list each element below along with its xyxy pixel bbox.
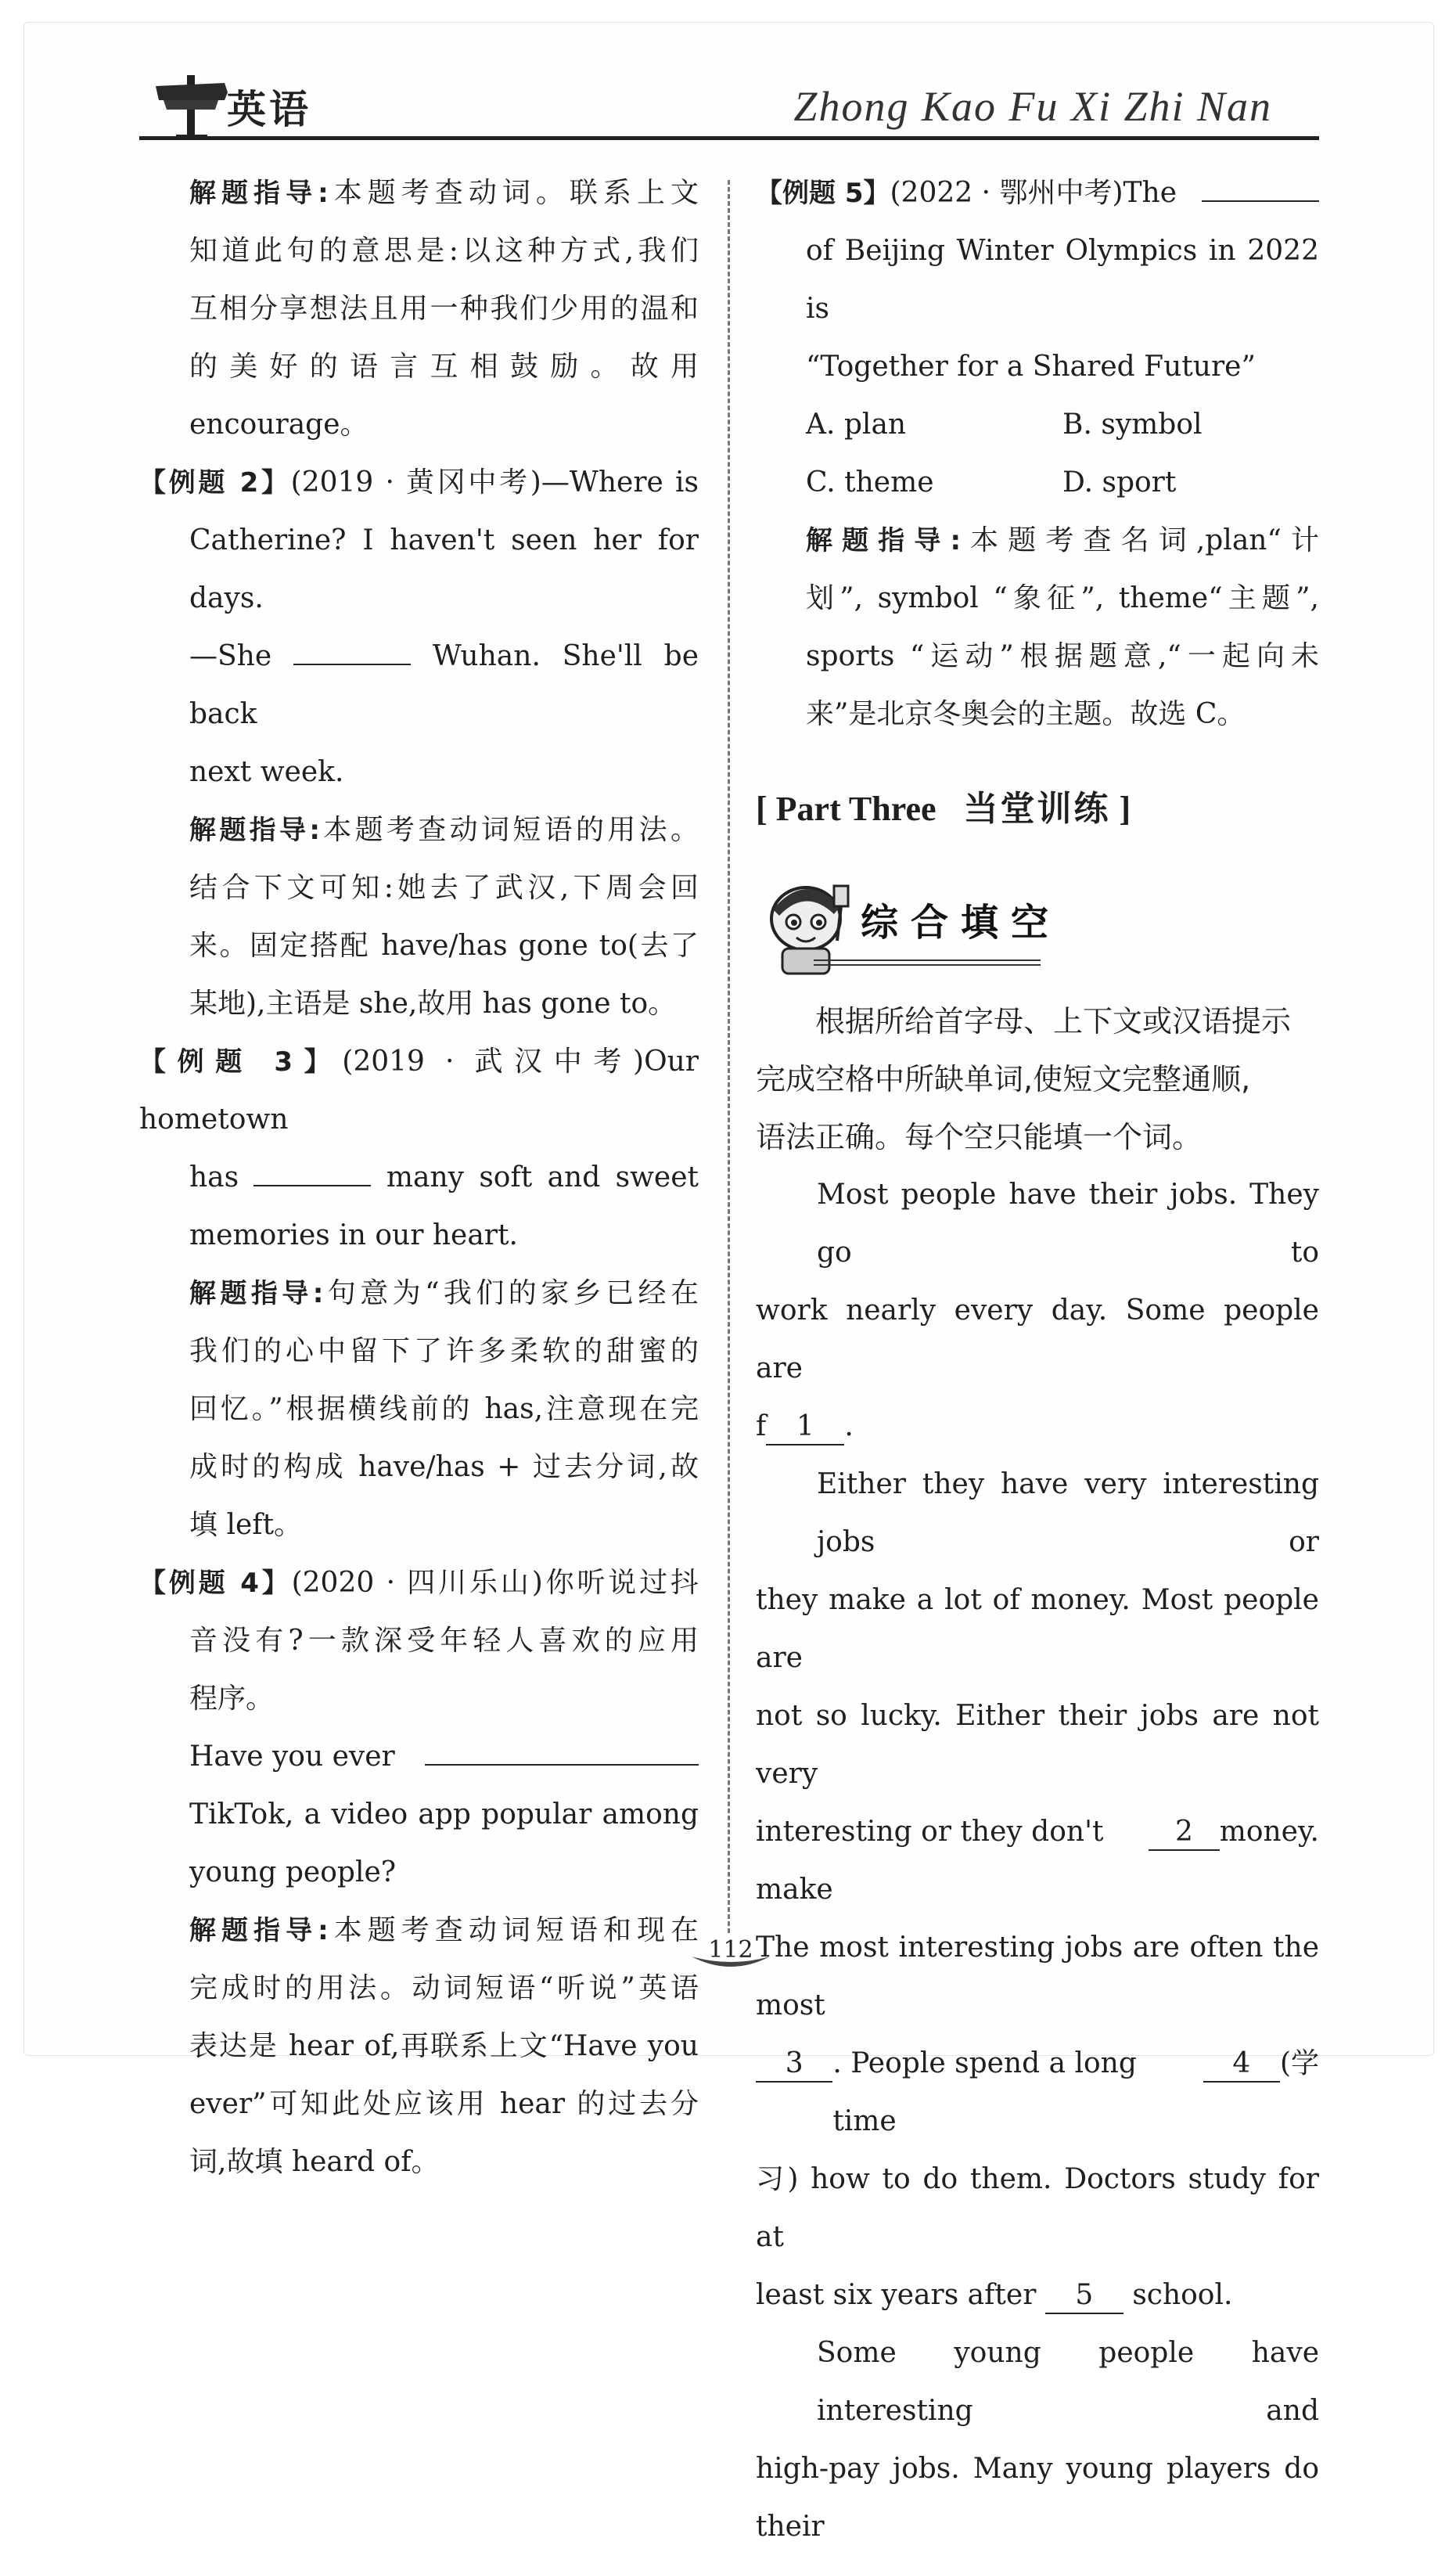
example-4: [139, 1554, 699, 2191]
bracket-close: ]: [1119, 790, 1131, 828]
example-2: [139, 454, 699, 1033]
passage-text: interesting or they don't make: [756, 1816, 1104, 1906]
example-label: 【例题 4】: [139, 1568, 292, 1599]
guide-text: 结合下文可知:她去了武汉,下周会回: [189, 872, 699, 904]
guide-label: 解题指导:: [189, 178, 329, 209]
example-label: 【例题 5】: [756, 178, 890, 209]
question-text: memories in our heart.: [189, 1219, 518, 1251]
example-label: 【例题 3】: [139, 1046, 343, 1078]
passage-text: 习) how to do them. Doctors study for at: [756, 2163, 1319, 2253]
options-row: [806, 454, 1319, 512]
answer-blank: [293, 629, 411, 665]
guide-text: 词,故填 heard of。: [189, 2146, 440, 2178]
guide-text: 本题考查动词。联系上文: [328, 177, 699, 209]
book-title: Zhong Kao Fu Xi Zhi Nan: [793, 83, 1272, 130]
question-text: (2019 · 武汉中考)Our hometown: [139, 1046, 699, 1136]
passage-text: Either they have very interesting jobs or: [817, 1468, 1319, 1558]
subject-title: 英语: [227, 87, 311, 132]
guide-text: 完成时的用法。动词短语“听说”英语: [189, 1972, 699, 2004]
option-a: A. plan: [806, 409, 907, 441]
options-row: [806, 396, 1319, 454]
guide-text: 回忆。”根据横线前的 has,注意现在完: [189, 1393, 699, 1425]
question-text: Wuhan. She'll be back: [189, 640, 699, 730]
guide-text: 划”, symbol “象征”, theme“主题”,: [806, 582, 1319, 614]
question-text: many soft and sweet: [386, 1161, 699, 1193]
question-text: TikTok, a video app popular among: [189, 1798, 699, 1831]
guide-text: 某地),主语是 she,故用 has gone to。: [189, 988, 677, 1020]
part-name: Part Three: [775, 790, 937, 828]
header-rule: [139, 136, 1319, 140]
passage: Most people have their jobs. They go to work nearly every day. Some people are f 1 . Either they have very interesting jobs or they make a lot of money. Most people are not so lucky. Either their jobs are not very interesting or they don't make 2 money. The most interesting jobs are often the most 3 . People spend a long time 4 (学 习) how to do them. Doctors study for at least six years after 5 school. Some young people have interesting and high-pay jobs. Many young players do their: [756, 1166, 1319, 2556]
guide-text: ever”可知此处应该用 hear 的过去分: [189, 2088, 699, 2120]
answer-blank-2: 2: [1149, 1815, 1220, 1851]
page-number: [696, 1933, 765, 1972]
question-text: (2020 · 四川乐山)你听说过抖: [291, 1567, 699, 1599]
instruction-text: 完成空格中所缺单词,使短文完整通顺,: [756, 1062, 1251, 1096]
passage-text: work nearly every day. Some people are: [756, 1294, 1319, 1384]
passage-text: not so lucky. Either their jobs are not very: [756, 1700, 1319, 1790]
guide-text: 成时的构成 have/has + 过去分词,故: [189, 1451, 699, 1483]
part-name-zh: 当堂训练: [963, 789, 1111, 829]
guide-text: 本题考查名词,plan“计: [961, 524, 1319, 556]
guide-text: 知道此句的意思是:以这种方式,我们: [189, 235, 699, 267]
guide-text: 我们的心中留下了许多柔软的甜蜜的: [189, 1335, 699, 1367]
guide-text: 表达是 hear of,再联系上文“Have you: [189, 2030, 699, 2062]
answer-blank: [253, 1150, 371, 1186]
column-divider: [728, 180, 730, 1933]
guide-text: sports “运动”根据题意,“一起向未: [806, 640, 1319, 672]
guide-label: 解题指导:: [189, 1278, 324, 1309]
guide-text: 来”是北京冬奥会的主题。故选 C。: [806, 698, 1246, 730]
page-number-text: 112: [708, 1936, 753, 1964]
option-d: D. sport: [1062, 466, 1177, 499]
section-underline: [814, 959, 1041, 966]
question-text: (2022 · 鄂州中考)The: [890, 177, 1177, 209]
passage-text: Some young people have interesting and: [817, 2337, 1319, 2427]
guide-text: 来。固定搭配 have/has gone to(去了: [189, 930, 699, 962]
instruction-text: 根据所给首字母、上下文或汉语提示: [815, 1004, 1292, 1039]
guide-label: 解题指导:: [189, 1915, 329, 1946]
question-text: Have you ever: [189, 1741, 395, 1773]
guide-text: 的美好的语言互相鼓励。故用 encourage。: [189, 351, 699, 441]
page-number-swoosh-icon: [688, 1950, 773, 1974]
question-text: next week.: [189, 756, 344, 788]
instruction-text: 语法正确。每个空只能填一个词。: [756, 1120, 1203, 1154]
bracket-open: [: [756, 790, 768, 828]
instructions: [756, 992, 1319, 1166]
question-text: —She: [189, 640, 272, 672]
passage-text: . People spend a long time: [832, 2047, 1137, 2137]
guide-text: 本题考查动词短语和现在: [328, 1914, 699, 1946]
answer-blank-1: 1: [766, 1409, 844, 1445]
passage-text: Most people have their jobs. They go to: [817, 1179, 1319, 1269]
left-column: [139, 164, 699, 2191]
guide-text: 互相分享想法且用一种我们少用的温和: [189, 293, 699, 325]
example-label: 【例题 2】: [139, 467, 291, 499]
question-text: has: [189, 1161, 239, 1193]
question-text: (2019 · 黄冈中考)—Where is: [290, 466, 699, 499]
answer-blank-4: 4: [1203, 2047, 1280, 2083]
part-heading: [756, 778, 1319, 841]
question-text: 程序。: [189, 1683, 275, 1715]
answer-blank: [425, 1730, 699, 1766]
passage-text: high-pay jobs. Many young players do their: [756, 2453, 1319, 2543]
answer-blank-3: 3: [756, 2047, 832, 2083]
option-c: C. theme: [806, 466, 934, 499]
question-text: “Together for a Shared Future”: [806, 351, 1256, 383]
guide-text: 本题考查动词短语的用法。: [319, 814, 699, 846]
section-badge: [756, 870, 1319, 988]
example-3: [139, 1033, 699, 1554]
question-text: young people?: [189, 1856, 397, 1888]
guide-text: 填 left。: [189, 1509, 303, 1541]
passage-text: (学: [1279, 2047, 1319, 2079]
question-text: of Beijing Winter Olympics in 2022 is: [806, 235, 1319, 325]
passage-text: they make a lot of money. Most people are: [756, 1584, 1319, 1674]
answer-blank-5: 5: [1045, 2278, 1123, 2314]
right-column: [756, 164, 1319, 2556]
guide-label: 解题指导:: [806, 525, 962, 556]
guide-block-1: [139, 164, 699, 454]
guide-text: 句意为“我们的家乡已经在: [323, 1277, 699, 1309]
passage-text: f: [756, 1410, 767, 1442]
example-5: [756, 164, 1319, 743]
passage-text: least six years after: [756, 2279, 1037, 2311]
passage-text: school.: [1132, 2279, 1233, 2311]
section-title: 综合填空: [861, 901, 1062, 945]
question-text: 音没有?一款深受年轻人喜欢的应用: [189, 1625, 699, 1657]
guide-label: 解题指导:: [189, 815, 320, 846]
passage-text: money.: [1219, 1816, 1319, 1848]
answer-blank: [1202, 166, 1319, 202]
option-b: B. symbol: [1062, 409, 1203, 441]
signpost-icon: [153, 69, 231, 139]
question-text: Catherine? I haven't seen her for days.: [189, 524, 699, 614]
passage-text: The most interesting jobs are often the most: [756, 1931, 1319, 2021]
